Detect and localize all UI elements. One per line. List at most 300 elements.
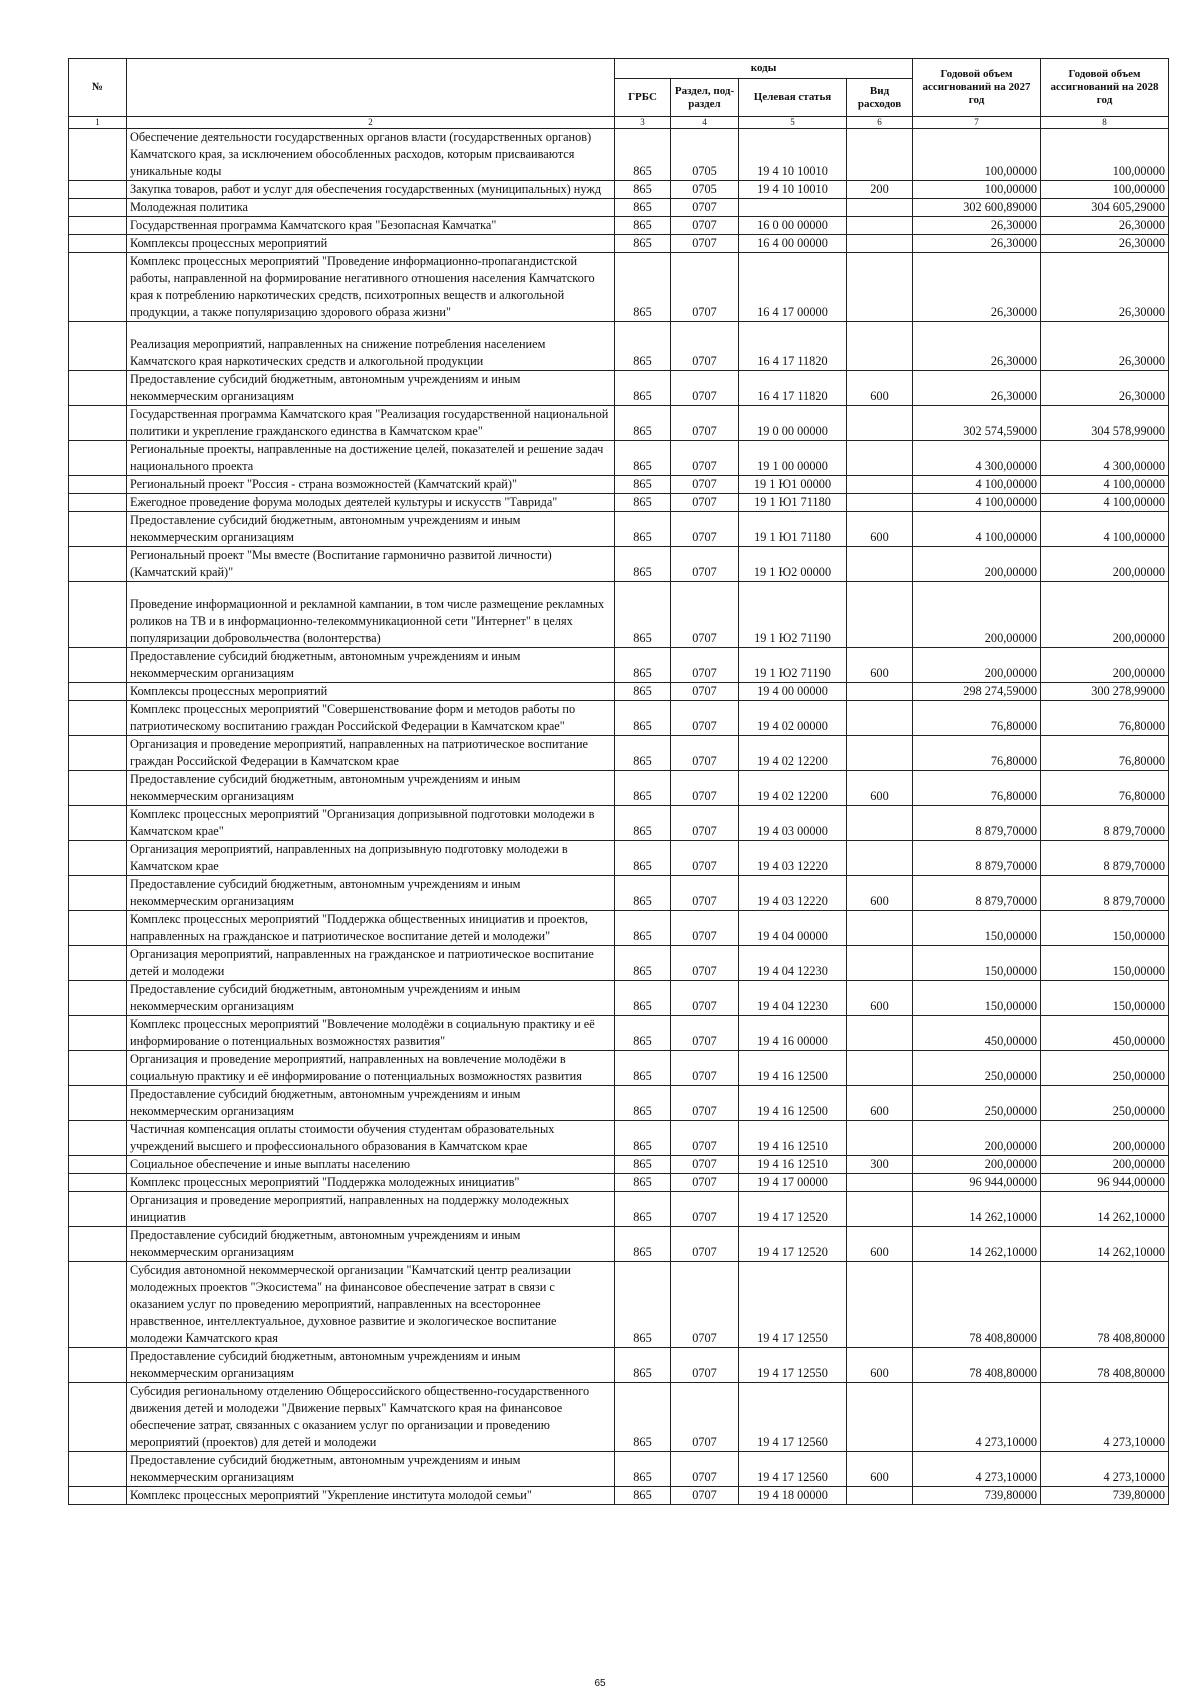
row-number-cell xyxy=(69,129,127,181)
row-grbs-cell: 865 xyxy=(615,771,671,806)
row-number-cell xyxy=(69,841,127,876)
row-target-article-cell: 19 4 04 12230 xyxy=(739,981,847,1016)
row-target-article-cell: 19 4 17 12560 xyxy=(739,1452,847,1487)
row-volume-2027-cell: 26,30000 xyxy=(913,235,1041,253)
table-row xyxy=(69,911,1169,946)
row-number-cell xyxy=(69,235,127,253)
row-volume-2027-cell: 4 273,10000 xyxy=(913,1383,1041,1452)
row-volume-2027-cell: 78 408,80000 xyxy=(913,1348,1041,1383)
row-volume-2027-cell: 26,30000 xyxy=(913,217,1041,235)
row-section-cell: 0707 xyxy=(671,841,739,876)
row-volume-2028-cell: 100,00000 xyxy=(1041,181,1169,199)
header-volume-2027: Годовой объем ассигнований на 2027 год xyxy=(913,59,1041,117)
row-expense-type-cell xyxy=(847,322,913,371)
row-volume-2028-cell: 250,00000 xyxy=(1041,1051,1169,1086)
row-grbs-cell: 865 xyxy=(615,547,671,582)
table-row xyxy=(69,582,1169,648)
row-volume-2028-cell: 78 408,80000 xyxy=(1041,1262,1169,1348)
row-name-cell: Комплекс процессных мероприятий "Организация допризывной подготовки молодежи в Камчатском крае" xyxy=(127,806,615,841)
row-expense-type-cell xyxy=(847,946,913,981)
row-expense-type-cell xyxy=(847,582,913,648)
row-name-cell: Комплекс процессных мероприятий "Вовлечение молодёжи в социальную практику и её информирование о потенциальных возможностях развития" xyxy=(127,1016,615,1051)
row-grbs-cell: 865 xyxy=(615,911,671,946)
row-grbs-cell: 865 xyxy=(615,1452,671,1487)
header-name xyxy=(127,59,615,117)
table-row xyxy=(69,217,1169,235)
table-row xyxy=(69,683,1169,701)
header-section: Раздел, под-раздел xyxy=(671,79,739,117)
table-row xyxy=(69,547,1169,582)
row-section-cell: 0707 xyxy=(671,1121,739,1156)
row-section-cell: 0707 xyxy=(671,1192,739,1227)
row-volume-2027-cell: 302 574,59000 xyxy=(913,406,1041,441)
row-volume-2028-cell: 78 408,80000 xyxy=(1041,1348,1169,1383)
row-volume-2027-cell: 150,00000 xyxy=(913,911,1041,946)
header-codes: коды xyxy=(615,59,913,79)
row-target-article-cell: 19 1 Ю1 71180 xyxy=(739,494,847,512)
row-volume-2027-cell: 4 273,10000 xyxy=(913,1452,1041,1487)
row-expense-type-cell: 600 xyxy=(847,648,913,683)
row-name-cell: Предоставление субсидий бюджетным, автономным учреждениям и иным некоммерческим организациям xyxy=(127,1452,615,1487)
row-volume-2028-cell: 304 605,29000 xyxy=(1041,199,1169,217)
row-volume-2027-cell: 250,00000 xyxy=(913,1051,1041,1086)
row-name-cell: Социальное обеспечение и иные выплаты населению xyxy=(127,1156,615,1174)
row-name-cell: Организация и проведение мероприятий, направленных на поддержку молодежных инициатив xyxy=(127,1192,615,1227)
row-volume-2027-cell: 100,00000 xyxy=(913,129,1041,181)
row-expense-type-cell xyxy=(847,1174,913,1192)
row-target-article-cell: 19 4 17 12520 xyxy=(739,1192,847,1227)
row-expense-type-cell xyxy=(847,806,913,841)
row-target-article-cell: 19 4 00 00000 xyxy=(739,683,847,701)
row-expense-type-cell xyxy=(847,701,913,736)
table-row xyxy=(69,441,1169,476)
row-grbs-cell: 865 xyxy=(615,322,671,371)
row-target-article-cell: 19 4 03 12220 xyxy=(739,841,847,876)
row-volume-2028-cell: 96 944,00000 xyxy=(1041,1174,1169,1192)
row-grbs-cell: 865 xyxy=(615,129,671,181)
row-name-cell: Организация и проведение мероприятий, направленных на вовлечение молодёжи в социальную практику и её информирование о потенциальных возможностях развития xyxy=(127,1051,615,1086)
budget-table xyxy=(68,58,1169,1505)
row-section-cell: 0707 xyxy=(671,1452,739,1487)
row-volume-2027-cell: 76,80000 xyxy=(913,701,1041,736)
row-section-cell: 0707 xyxy=(671,582,739,648)
row-target-article-cell: 19 1 Ю2 71190 xyxy=(739,582,847,648)
row-grbs-cell: 865 xyxy=(615,1156,671,1174)
row-target-article-cell: 19 4 17 12560 xyxy=(739,1383,847,1452)
row-volume-2028-cell: 100,00000 xyxy=(1041,129,1169,181)
row-grbs-cell: 865 xyxy=(615,406,671,441)
row-grbs-cell: 865 xyxy=(615,806,671,841)
row-number-cell xyxy=(69,322,127,371)
row-name-cell: Предоставление субсидий бюджетным, автономным учреждениям и иным некоммерческим организациям xyxy=(127,876,615,911)
row-target-article-cell xyxy=(739,199,847,217)
table-row xyxy=(69,235,1169,253)
table-row xyxy=(69,371,1169,406)
row-expense-type-cell xyxy=(847,683,913,701)
row-expense-type-cell: 300 xyxy=(847,1156,913,1174)
row-name-cell: Проведение информационной и рекламной кампании, в том числе размещение рекламных роликов на ТВ и в информационно-телекоммуникационной сети "Интернет" в целях популяризации добровольчества (волонтерства) xyxy=(127,582,615,648)
row-expense-type-cell xyxy=(847,476,913,494)
row-expense-type-cell xyxy=(847,1121,913,1156)
row-section-cell: 0707 xyxy=(671,217,739,235)
row-name-cell: Государственная программа Камчатского края "Безопасная Камчатка" xyxy=(127,217,615,235)
row-section-cell: 0707 xyxy=(671,911,739,946)
row-grbs-cell: 865 xyxy=(615,181,671,199)
row-name-cell: Региональный проект "Мы вместе (Воспитание гармонично развитой личности) (Камчатский край)" xyxy=(127,547,615,582)
row-expense-type-cell: 600 xyxy=(847,1086,913,1121)
row-grbs-cell: 865 xyxy=(615,648,671,683)
row-grbs-cell: 865 xyxy=(615,1051,671,1086)
row-volume-2028-cell: 26,30000 xyxy=(1041,371,1169,406)
row-volume-2027-cell: 302 600,89000 xyxy=(913,199,1041,217)
row-expense-type-cell: 600 xyxy=(847,1452,913,1487)
row-volume-2028-cell: 150,00000 xyxy=(1041,981,1169,1016)
row-target-article-cell: 16 0 00 00000 xyxy=(739,217,847,235)
row-section-cell: 0707 xyxy=(671,1016,739,1051)
row-number-cell xyxy=(69,981,127,1016)
row-name-cell: Комплекс процессных мероприятий "Проведение информационно-пропагандистской работы, направленной на формирование негативного отношения населения Камчатского края к потреблению наркотических средств, психотропных веществ и алкогольной продукции, а также популяризацию здорового образа жизни" xyxy=(127,253,615,322)
table-row xyxy=(69,1262,1169,1348)
row-section-cell: 0707 xyxy=(671,1156,739,1174)
row-number-cell xyxy=(69,648,127,683)
row-target-article-cell: 19 4 16 12500 xyxy=(739,1086,847,1121)
row-volume-2027-cell: 250,00000 xyxy=(913,1086,1041,1121)
table-row xyxy=(69,476,1169,494)
row-volume-2028-cell: 8 879,70000 xyxy=(1041,841,1169,876)
column-number: 6 xyxy=(847,117,913,129)
header-volume-2028: Годовой объем ассигнований на 2028 год xyxy=(1041,59,1169,117)
row-section-cell: 0707 xyxy=(671,1051,739,1086)
row-section-cell: 0707 xyxy=(671,547,739,582)
row-number-cell xyxy=(69,911,127,946)
row-grbs-cell: 865 xyxy=(615,217,671,235)
row-volume-2028-cell: 200,00000 xyxy=(1041,648,1169,683)
row-volume-2027-cell: 4 100,00000 xyxy=(913,512,1041,547)
table-row xyxy=(69,771,1169,806)
table-row xyxy=(69,1051,1169,1086)
row-number-cell xyxy=(69,736,127,771)
table-row xyxy=(69,253,1169,322)
row-target-article-cell: 16 4 17 11820 xyxy=(739,371,847,406)
column-number: 5 xyxy=(739,117,847,129)
row-section-cell: 0705 xyxy=(671,129,739,181)
row-grbs-cell: 865 xyxy=(615,736,671,771)
header-expense-type: Вид расходов xyxy=(847,79,913,117)
row-name-cell: Частичная компенсация оплаты стоимости обучения студентам образовательных учреждений высшего и профессионального образования в Камчатском крае xyxy=(127,1121,615,1156)
row-name-cell: Предоставление субсидий бюджетным, автономным учреждениям и иным некоммерческим организациям xyxy=(127,771,615,806)
row-expense-type-cell xyxy=(847,1192,913,1227)
row-volume-2027-cell: 96 944,00000 xyxy=(913,1174,1041,1192)
row-volume-2027-cell: 450,00000 xyxy=(913,1016,1041,1051)
row-name-cell: Предоставление субсидий бюджетным, автономным учреждениям и иным некоммерческим организациям xyxy=(127,371,615,406)
row-expense-type-cell xyxy=(847,494,913,512)
row-number-cell xyxy=(69,1156,127,1174)
row-volume-2027-cell: 4 100,00000 xyxy=(913,494,1041,512)
row-section-cell: 0707 xyxy=(671,701,739,736)
row-volume-2028-cell: 200,00000 xyxy=(1041,582,1169,648)
row-volume-2028-cell: 200,00000 xyxy=(1041,1121,1169,1156)
row-volume-2028-cell: 200,00000 xyxy=(1041,547,1169,582)
row-grbs-cell: 865 xyxy=(615,476,671,494)
row-target-article-cell: 19 4 17 12520 xyxy=(739,1227,847,1262)
row-section-cell: 0707 xyxy=(671,946,739,981)
table-row xyxy=(69,1227,1169,1262)
table-row xyxy=(69,494,1169,512)
row-target-article-cell: 19 1 Ю2 71190 xyxy=(739,648,847,683)
row-number-cell xyxy=(69,1383,127,1452)
row-target-article-cell: 19 0 00 00000 xyxy=(739,406,847,441)
table-row xyxy=(69,1487,1169,1505)
row-volume-2027-cell: 200,00000 xyxy=(913,648,1041,683)
row-section-cell: 0707 xyxy=(671,736,739,771)
row-volume-2027-cell: 78 408,80000 xyxy=(913,1262,1041,1348)
row-name-cell: Комплексы процессных мероприятий xyxy=(127,683,615,701)
row-name-cell: Субсидия региональному отделению Общероссийского общественно-государственного движения детей и молодежи "Движение первых" Камчатского края на финансовое обеспечение затрат, связанных с оказанием услуг по организации и проведению мероприятий (проектов) для детей и молодежи xyxy=(127,1383,615,1452)
row-expense-type-cell: 600 xyxy=(847,1348,913,1383)
row-target-article-cell: 19 4 17 12550 xyxy=(739,1262,847,1348)
row-number-cell xyxy=(69,771,127,806)
row-volume-2027-cell: 100,00000 xyxy=(913,181,1041,199)
row-grbs-cell: 865 xyxy=(615,946,671,981)
row-expense-type-cell xyxy=(847,1051,913,1086)
row-section-cell: 0707 xyxy=(671,806,739,841)
row-number-cell xyxy=(69,1016,127,1051)
row-expense-type-cell xyxy=(847,129,913,181)
row-volume-2028-cell: 76,80000 xyxy=(1041,771,1169,806)
table-row xyxy=(69,806,1169,841)
row-number-cell xyxy=(69,876,127,911)
row-number-cell xyxy=(69,946,127,981)
row-grbs-cell: 865 xyxy=(615,1016,671,1051)
row-expense-type-cell xyxy=(847,736,913,771)
row-grbs-cell: 865 xyxy=(615,701,671,736)
table-row xyxy=(69,406,1169,441)
row-expense-type-cell xyxy=(847,217,913,235)
row-volume-2027-cell: 76,80000 xyxy=(913,736,1041,771)
row-volume-2027-cell: 200,00000 xyxy=(913,547,1041,582)
row-target-article-cell: 19 4 10 10010 xyxy=(739,181,847,199)
row-section-cell: 0707 xyxy=(671,1174,739,1192)
row-section-cell: 0705 xyxy=(671,181,739,199)
row-number-cell xyxy=(69,476,127,494)
row-volume-2028-cell: 739,80000 xyxy=(1041,1487,1169,1505)
table-row xyxy=(69,322,1169,371)
table-row xyxy=(69,648,1169,683)
table-row xyxy=(69,841,1169,876)
row-grbs-cell: 865 xyxy=(615,199,671,217)
row-name-cell: Субсидия автономной некоммерческой организации "Камчатский центр реализации молодежных проектов "Экосистема" на финансовое обеспечение затрат в связи с оказанием услуг по проведению мероприятий, направленных на всестороннее нравственное, интеллектуальное, духовное развитие и экологическое воспитание молодежи Камчатского края xyxy=(127,1262,615,1348)
row-number-cell xyxy=(69,406,127,441)
row-section-cell: 0707 xyxy=(671,648,739,683)
row-section-cell: 0707 xyxy=(671,1383,739,1452)
row-number-cell xyxy=(69,1487,127,1505)
row-volume-2027-cell: 8 879,70000 xyxy=(913,841,1041,876)
row-target-article-cell: 19 4 18 00000 xyxy=(739,1487,847,1505)
row-grbs-cell: 865 xyxy=(615,512,671,547)
row-expense-type-cell xyxy=(847,1016,913,1051)
row-name-cell: Комплекс процессных мероприятий "Укрепление института молодой семьи" xyxy=(127,1487,615,1505)
row-expense-type-cell xyxy=(847,547,913,582)
table-row xyxy=(69,701,1169,736)
row-expense-type-cell xyxy=(847,1487,913,1505)
row-grbs-cell: 865 xyxy=(615,494,671,512)
row-target-article-cell: 19 4 02 12200 xyxy=(739,771,847,806)
row-number-cell xyxy=(69,1262,127,1348)
row-number-cell xyxy=(69,806,127,841)
row-expense-type-cell xyxy=(847,253,913,322)
table-row xyxy=(69,1121,1169,1156)
row-target-article-cell: 19 1 00 00000 xyxy=(739,441,847,476)
row-volume-2027-cell: 150,00000 xyxy=(913,946,1041,981)
row-expense-type-cell: 600 xyxy=(847,1227,913,1262)
row-section-cell: 0707 xyxy=(671,1227,739,1262)
row-name-cell: Предоставление субсидий бюджетным, автономным учреждениям и иным некоммерческим организациям xyxy=(127,1086,615,1121)
header-number: № xyxy=(69,59,127,117)
table-row xyxy=(69,199,1169,217)
row-section-cell: 0707 xyxy=(671,1348,739,1383)
row-target-article-cell: 16 4 00 00000 xyxy=(739,235,847,253)
table-row xyxy=(69,1452,1169,1487)
row-number-cell xyxy=(69,1452,127,1487)
table-row xyxy=(69,1156,1169,1174)
row-target-article-cell: 16 4 17 00000 xyxy=(739,253,847,322)
row-volume-2028-cell: 26,30000 xyxy=(1041,235,1169,253)
row-expense-type-cell xyxy=(847,1262,913,1348)
row-name-cell: Предоставление субсидий бюджетным, автономным учреждениям и иным некоммерческим организациям xyxy=(127,512,615,547)
column-number: 1 xyxy=(69,117,127,129)
row-grbs-cell: 865 xyxy=(615,981,671,1016)
table-row xyxy=(69,981,1169,1016)
row-volume-2028-cell: 14 262,10000 xyxy=(1041,1227,1169,1262)
row-target-article-cell: 19 4 10 10010 xyxy=(739,129,847,181)
row-number-cell xyxy=(69,1348,127,1383)
row-expense-type-cell xyxy=(847,199,913,217)
row-number-cell xyxy=(69,371,127,406)
row-number-cell xyxy=(69,217,127,235)
row-volume-2028-cell: 4 100,00000 xyxy=(1041,512,1169,547)
row-grbs-cell: 865 xyxy=(615,371,671,406)
row-volume-2028-cell: 250,00000 xyxy=(1041,1086,1169,1121)
table-row xyxy=(69,1174,1169,1192)
row-volume-2027-cell: 200,00000 xyxy=(913,582,1041,648)
row-grbs-cell: 865 xyxy=(615,1383,671,1452)
row-number-cell xyxy=(69,1174,127,1192)
row-target-article-cell: 19 4 16 12500 xyxy=(739,1051,847,1086)
row-section-cell: 0707 xyxy=(671,683,739,701)
table-row xyxy=(69,736,1169,771)
row-target-article-cell: 19 4 17 00000 xyxy=(739,1174,847,1192)
column-number: 3 xyxy=(615,117,671,129)
row-volume-2028-cell: 8 879,70000 xyxy=(1041,806,1169,841)
row-name-cell: Региональный проект "Россия - страна возможностей (Камчатский край)" xyxy=(127,476,615,494)
row-volume-2027-cell: 26,30000 xyxy=(913,253,1041,322)
row-section-cell: 0707 xyxy=(671,1487,739,1505)
row-volume-2027-cell: 76,80000 xyxy=(913,771,1041,806)
row-volume-2028-cell: 4 100,00000 xyxy=(1041,476,1169,494)
row-volume-2027-cell: 26,30000 xyxy=(913,322,1041,371)
row-number-cell xyxy=(69,1086,127,1121)
column-number: 8 xyxy=(1041,117,1169,129)
row-volume-2028-cell: 14 262,10000 xyxy=(1041,1192,1169,1227)
row-number-cell xyxy=(69,1227,127,1262)
row-volume-2027-cell: 8 879,70000 xyxy=(913,876,1041,911)
table-row xyxy=(69,876,1169,911)
row-target-article-cell: 19 1 Ю1 71180 xyxy=(739,512,847,547)
row-grbs-cell: 865 xyxy=(615,1348,671,1383)
row-target-article-cell: 16 4 17 11820 xyxy=(739,322,847,371)
row-name-cell: Комплекс процессных мероприятий "Поддержка молодежных инициатив" xyxy=(127,1174,615,1192)
row-target-article-cell: 19 4 17 12550 xyxy=(739,1348,847,1383)
row-grbs-cell: 865 xyxy=(615,235,671,253)
row-volume-2027-cell: 200,00000 xyxy=(913,1156,1041,1174)
row-expense-type-cell xyxy=(847,911,913,946)
row-name-cell: Предоставление субсидий бюджетным, автономным учреждениям и иным некоммерческим организациям xyxy=(127,981,615,1016)
row-section-cell: 0707 xyxy=(671,235,739,253)
header-target-article: Целевая статья xyxy=(739,79,847,117)
row-number-cell xyxy=(69,701,127,736)
row-target-article-cell: 19 4 16 00000 xyxy=(739,1016,847,1051)
row-number-cell xyxy=(69,253,127,322)
column-number: 7 xyxy=(913,117,1041,129)
row-target-article-cell: 19 4 03 00000 xyxy=(739,806,847,841)
row-name-cell: Ежегодное проведение форума молодых деятелей культуры и искусств "Таврида" xyxy=(127,494,615,512)
header-grbs: ГРБС xyxy=(615,79,671,117)
row-name-cell: Обеспечение деятельности государственных органов власти (государственных органов) Камчатского края, за исключением обособленных расходов, которым присваиваются уникальные коды xyxy=(127,129,615,181)
row-target-article-cell: 19 4 16 12510 xyxy=(739,1156,847,1174)
row-section-cell: 0707 xyxy=(671,512,739,547)
table-row xyxy=(69,1086,1169,1121)
row-volume-2028-cell: 26,30000 xyxy=(1041,253,1169,322)
row-volume-2027-cell: 14 262,10000 xyxy=(913,1192,1041,1227)
row-expense-type-cell: 200 xyxy=(847,181,913,199)
row-grbs-cell: 865 xyxy=(615,1086,671,1121)
row-volume-2028-cell: 4 273,10000 xyxy=(1041,1452,1169,1487)
row-grbs-cell: 865 xyxy=(615,253,671,322)
row-target-article-cell: 19 1 Ю2 00000 xyxy=(739,547,847,582)
row-volume-2027-cell: 26,30000 xyxy=(913,371,1041,406)
row-number-cell xyxy=(69,512,127,547)
row-name-cell: Предоставление субсидий бюджетным, автономным учреждениям и иным некоммерческим организациям xyxy=(127,1227,615,1262)
row-section-cell: 0707 xyxy=(671,876,739,911)
row-number-cell xyxy=(69,441,127,476)
row-name-cell: Региональные проекты, направленные на достижение целей, показателей и решение задач национального проекта xyxy=(127,441,615,476)
row-volume-2028-cell: 4 100,00000 xyxy=(1041,494,1169,512)
table-row xyxy=(69,181,1169,199)
table-row xyxy=(69,129,1169,181)
row-number-cell xyxy=(69,181,127,199)
row-grbs-cell: 865 xyxy=(615,1121,671,1156)
row-name-cell: Государственная программа Камчатского края "Реализация государственной национальной политики и укрепление гражданского единства в Камчатском крае" xyxy=(127,406,615,441)
table-row xyxy=(69,1192,1169,1227)
row-grbs-cell: 865 xyxy=(615,683,671,701)
row-volume-2028-cell: 8 879,70000 xyxy=(1041,876,1169,911)
budget-table-sheet xyxy=(68,58,1168,1505)
row-section-cell: 0707 xyxy=(671,981,739,1016)
row-grbs-cell: 865 xyxy=(615,582,671,648)
row-volume-2028-cell: 26,30000 xyxy=(1041,217,1169,235)
row-name-cell: Закупка товаров, работ и услуг для обеспечения государственных (муниципальных) нужд xyxy=(127,181,615,199)
row-volume-2027-cell: 150,00000 xyxy=(913,981,1041,1016)
row-name-cell: Предоставление субсидий бюджетным, автономным учреждениям и иным некоммерческим организациям xyxy=(127,1348,615,1383)
row-expense-type-cell: 600 xyxy=(847,876,913,911)
row-expense-type-cell: 600 xyxy=(847,512,913,547)
row-volume-2028-cell: 26,30000 xyxy=(1041,322,1169,371)
row-expense-type-cell: 600 xyxy=(847,371,913,406)
row-section-cell: 0707 xyxy=(671,1262,739,1348)
row-section-cell: 0707 xyxy=(671,771,739,806)
row-target-article-cell: 19 4 03 12220 xyxy=(739,876,847,911)
row-volume-2027-cell: 200,00000 xyxy=(913,1121,1041,1156)
